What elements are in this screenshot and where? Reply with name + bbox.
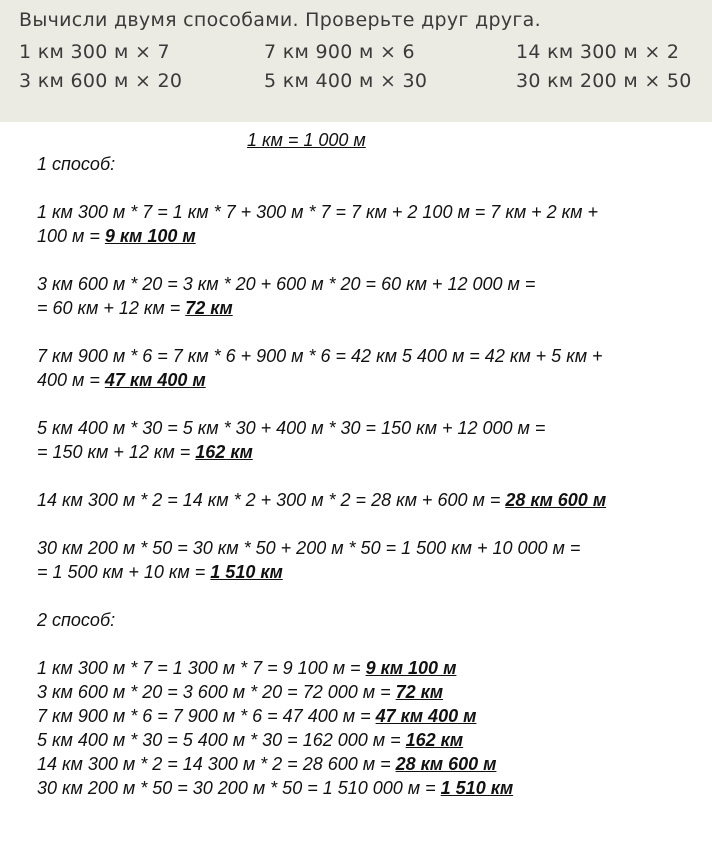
task-item: 30 км 200 м × 50 (516, 70, 692, 92)
method1-line: 30 км 200 м * 50 = 30 км * 50 + 200 м * 50 = 1 500 км + 10 000 м = (37, 538, 581, 558)
method1-line (37, 560, 283, 584)
line-prefix: 3 км 600 м * 20 = 3 600 м * 20 = 72 000 м = (37, 682, 396, 702)
line-prefix: 5 км 400 м * 30 = 5 400 м * 30 = 162 000 м = (37, 730, 406, 750)
answer: 72 км (395, 682, 444, 702)
answer: 28 км 600 м (505, 490, 607, 510)
method1-line (37, 488, 606, 512)
method2-line (37, 656, 456, 680)
textbook-task (0, 0, 712, 122)
answer: 72 км (185, 298, 233, 318)
line-prefix: 400 м = (37, 370, 105, 390)
method1-line (37, 440, 253, 464)
line-prefix: 1 км 300 м * 7 = 1 300 м * 7 = 9 100 м = (37, 658, 366, 678)
line-prefix: 14 км 300 м * 2 = 14 300 м * 2 = 28 600 м = (37, 754, 396, 774)
answer: 9 км 100 м (104, 226, 196, 246)
task-title: Вычисли двумя способами. Проверьте друг друга. (19, 9, 541, 31)
task-item: 14 км 300 м × 2 (516, 41, 680, 63)
answer: 47 км 400 м (375, 706, 477, 726)
line-prefix: 30 км 200 м * 50 = 30 200 м * 50 = 1 510 000 м = (37, 778, 441, 798)
answer: 47 км 400 м (104, 370, 206, 390)
method1-line (37, 224, 196, 248)
method1-line: 3 км 600 м * 20 = 3 км * 20 + 600 м * 20 = 60 км + 12 000 м = (37, 274, 536, 294)
answer: 9 км 100 м (365, 658, 457, 678)
line-prefix: = 60 км + 12 км = (37, 298, 186, 318)
method1-line: 7 км 900 м * 6 = 7 км * 6 + 900 м * 6 = 42 км 5 400 м = 42 км + 5 км + (37, 346, 603, 366)
method2-line (37, 704, 476, 728)
answer: 162 км (195, 442, 253, 462)
method1-line (37, 368, 206, 392)
task-item: 7 км 900 м × 6 (264, 41, 415, 63)
line-prefix: 7 км 900 м * 6 = 7 900 м * 6 = 47 400 м = (37, 706, 376, 726)
method2-line (37, 680, 443, 704)
answer: 28 км 600 м (395, 754, 497, 774)
method1-line: 1 км 300 м * 7 = 1 км * 7 + 300 м * 7 = 7 км + 2 100 м = 7 км + 2 км + (37, 202, 599, 222)
method2-line (37, 752, 496, 776)
line-prefix: = 1 500 км + 10 км = (37, 562, 211, 582)
method2-label: 2 способ: (37, 610, 116, 630)
answer: 162 км (405, 730, 464, 750)
task-item: 5 км 400 м × 30 (264, 70, 428, 92)
method2-line (37, 776, 513, 800)
conversion-header: 1 км = 1 000 м (247, 130, 366, 150)
line-prefix: 100 м = (37, 226, 105, 246)
answer: 1 510 км (210, 562, 283, 582)
line-prefix: 14 км 300 м * 2 = 14 км * 2 + 300 м * 2 = 28 км + 600 м = (37, 490, 506, 510)
method1-line (37, 296, 233, 320)
line-prefix: = 150 км + 12 км = (37, 442, 196, 462)
method1-label: 1 способ: (37, 154, 116, 174)
task-item: 1 км 300 м × 7 (19, 41, 170, 63)
task-item: 3 км 600 м × 20 (19, 70, 183, 92)
method2-line (37, 728, 463, 752)
method1-line: 5 км 400 м * 30 = 5 км * 30 + 400 м * 30 = 150 км + 12 000 м = (37, 418, 546, 438)
answer: 1 510 км (440, 778, 514, 798)
